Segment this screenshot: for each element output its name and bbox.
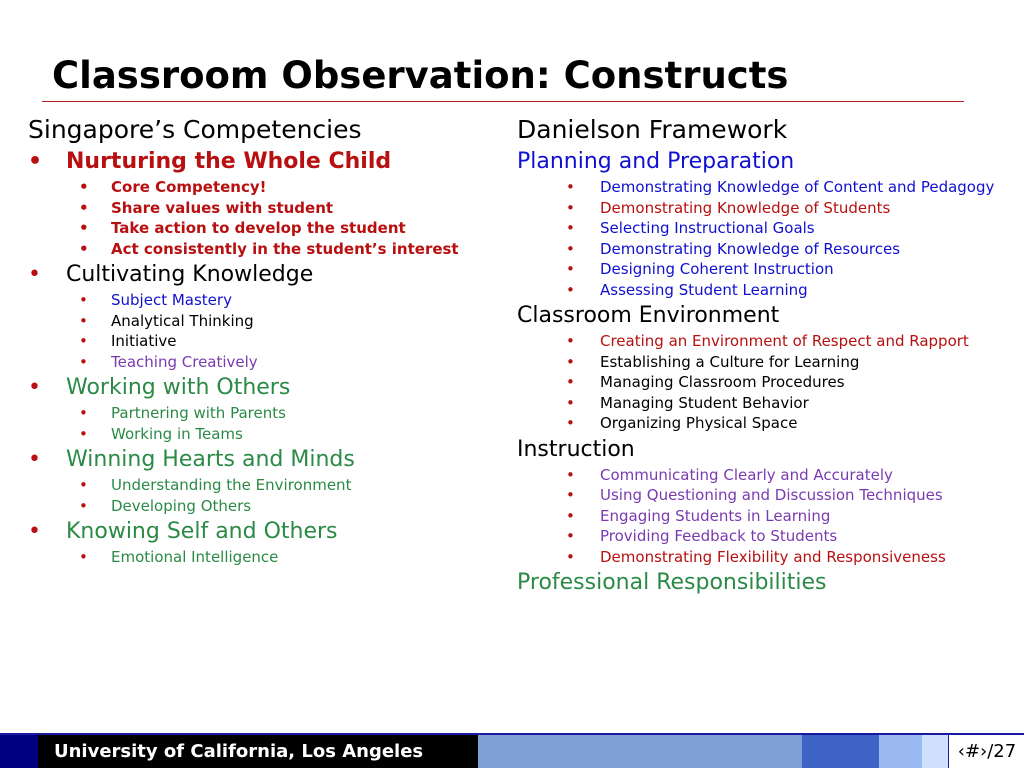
item-label: Communicating Clearly and Accurately [600,465,893,484]
bullet-icon: • [79,239,89,258]
item-label: Demonstrating Knowledge of Students [600,198,891,217]
item-label: Organizing Physical Space [600,414,798,432]
list-item [517,506,1017,527]
item-label: Take action to develop the student [111,219,406,237]
item-label: Teaching Creatively [111,352,258,371]
bullet-icon: • [566,332,575,350]
item-label: Understanding the Environment [111,476,352,494]
list-item [28,352,508,373]
bullet-icon: • [566,352,575,371]
list-item [28,331,508,352]
institution-name: University of California, Los Angeles [54,741,424,762]
list-item [517,198,1017,219]
bullet-icon: • [566,465,575,484]
bullet-icon: • [79,548,88,566]
item-label: Analytical Thinking [111,311,254,330]
list-item [517,372,1017,393]
list-item [517,239,1017,260]
bullet-icon: • [566,239,575,258]
bullet-icon: • [28,519,41,544]
domain-classroom-environment: Classroom Environment [517,303,780,328]
column-heading-singapore: Singapore’s Competencies [28,115,362,144]
bullet-icon: • [566,527,575,545]
list-item [28,290,508,311]
list-item [517,547,1017,568]
bullet-icon: • [79,219,89,237]
bullet-icon: • [566,373,575,391]
bullet-icon: • [79,311,88,330]
item-label: Demonstrating Knowledge of Content and Pedagogy [600,178,995,196]
list-item [28,218,508,239]
list-item [517,218,1017,239]
list-item [28,496,508,517]
item-label: Managing Classroom Procedures [600,373,845,391]
domain-planning: Planning and Preparation [517,149,795,174]
item-label: Engaging Students in Learning [600,506,831,525]
competency-knowing-self [28,516,508,547]
item-label: Emotional Intelligence [111,548,279,566]
list-item [28,177,508,198]
list-item [28,424,508,445]
item-label: Developing Others [111,496,252,515]
item-label: Selecting Instructional Goals [600,219,815,237]
competency-label: Winning Hearts and Minds [66,447,355,472]
item-label: Subject Mastery [111,291,232,309]
title-underline [42,101,964,102]
danielson-framework-column [517,114,1017,598]
list-item [28,239,508,260]
bullet-icon: • [79,332,88,350]
competency-label: Nurturing the Whole Child [66,149,392,174]
item-label: Core Competency! [111,178,267,196]
list-item [28,475,508,496]
item-label: Demonstrating Flexibility and Responsiveness [600,547,946,566]
footer-accent-block [879,735,922,768]
page-number: ‹#›/27 [948,735,1024,768]
bullet-icon: • [566,506,575,525]
bullet-icon: • [79,424,88,443]
competency-working-with-others [28,372,508,403]
bullet-icon: • [79,352,88,371]
list-item [517,259,1017,280]
competency-winning-hearts [28,444,508,475]
item-label: Providing Feedback to Students [600,527,838,545]
item-label: Designing Coherent Instruction [600,260,834,278]
competency-label: Knowing Self and Others [66,519,338,544]
bullet-icon: • [566,393,575,412]
footer-accent-block [922,735,948,768]
bullet-icon: • [566,486,575,504]
item-label: Initiative [111,332,177,350]
list-item [517,413,1017,434]
list-item [28,311,508,332]
list-item [517,485,1017,506]
bullet-icon: • [79,291,88,309]
list-item [517,393,1017,414]
bullet-icon: • [566,414,575,432]
item-label: Managing Student Behavior [600,393,809,412]
competency-label: Working with Others [66,375,291,400]
list-item [28,547,508,568]
footer-accent-block [802,735,879,768]
item-label: Share values with student [111,198,334,217]
bullet-icon: • [79,476,88,494]
list-item [517,331,1017,352]
bullet-icon: • [566,280,575,299]
singapore-competencies-column [28,114,508,568]
item-label: Working in Teams [111,424,243,443]
slide-title: Classroom Observation: Constructs [52,54,789,97]
list-item [517,465,1017,486]
bullet-icon: • [79,404,88,422]
bullet-icon: • [566,219,575,237]
bullet-icon: • [79,178,89,196]
list-item [517,280,1017,301]
list-item [517,352,1017,373]
footer-accent-block [0,735,38,768]
list-item [517,526,1017,547]
bullet-icon: • [566,260,575,278]
item-label: Assessing Student Learning [600,280,808,299]
domain-professional-responsibilities: Professional Responsibilities [517,570,827,595]
item-label: Act consistently in the student’s interest [111,239,459,258]
bullet-icon: • [566,198,575,217]
list-item [517,177,1017,198]
bullet-icon: • [79,496,88,515]
list-item [28,403,508,424]
item-label: Creating an Environment of Respect and Rapport [600,332,969,350]
bullet-icon: • [566,178,575,196]
competency-cultivating-knowledge [28,259,508,290]
competency-label: Cultivating Knowledge [66,262,314,287]
item-label: Partnering with Parents [111,404,286,422]
bullet-icon: • [566,547,575,566]
bullet-icon: • [28,375,41,400]
column-heading-danielson: Danielson Framework [517,115,788,144]
bullet-icon: • [28,262,41,287]
bullet-icon: • [79,198,89,217]
competency-nurturing [28,146,508,177]
list-item [28,198,508,219]
bullet-icon: • [28,447,41,472]
item-label: Establishing a Culture for Learning [600,352,860,371]
footer-accent-block [478,735,802,768]
bullet-icon: • [28,149,43,174]
domain-instruction: Instruction [517,436,635,462]
item-label: Using Questioning and Discussion Techniques [600,486,943,504]
item-label: Demonstrating Knowledge of Resources [600,239,901,258]
footer-bar [0,733,1024,768]
